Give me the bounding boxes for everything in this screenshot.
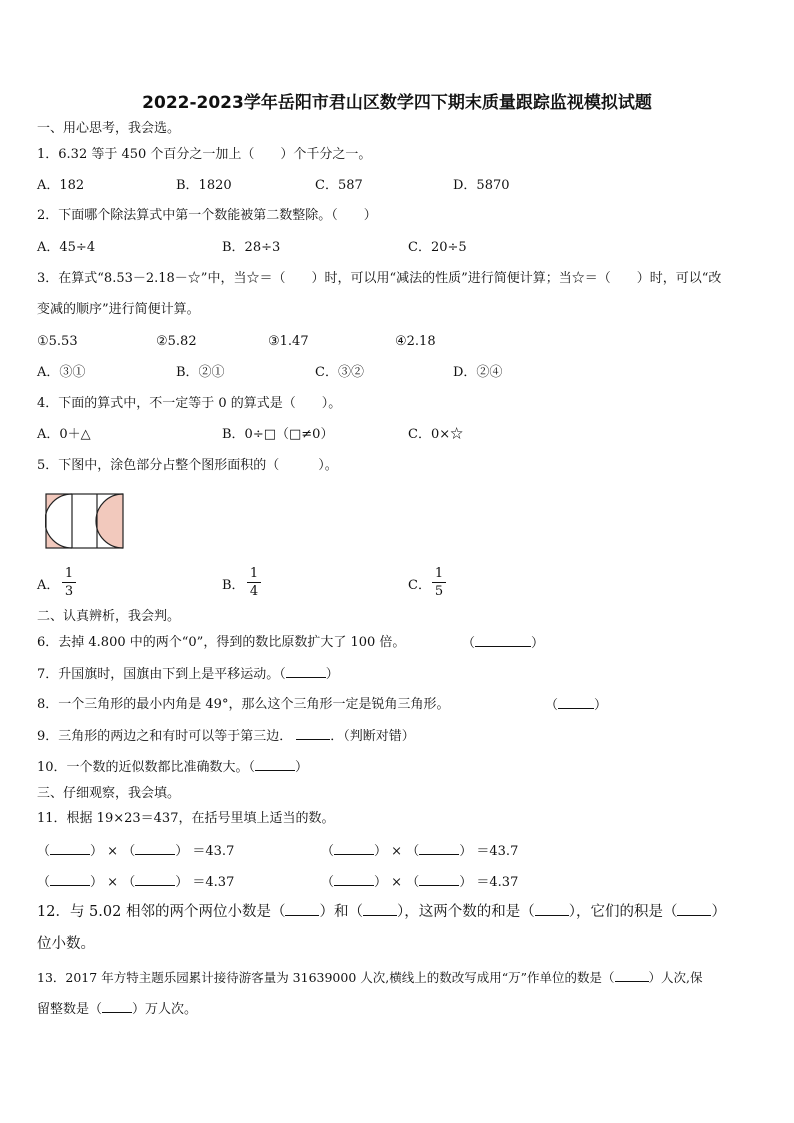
q13-blank-2[interactable] bbox=[102, 1000, 132, 1013]
equals-result: ＝43.7 bbox=[192, 844, 235, 859]
q2-option-a[interactable]: A．45÷4 bbox=[37, 240, 96, 255]
q2-option-b[interactable]: B．28÷3 bbox=[222, 240, 281, 255]
equals-result: ＝4.37 bbox=[192, 875, 235, 890]
question-4-stem: 4．下面的算式中，不一定等于 0 的算式是（ ）。 bbox=[37, 396, 342, 411]
q3-choice-3: ③1.47 bbox=[268, 334, 309, 349]
question-9-stem bbox=[37, 727, 415, 746]
paren-right: ） bbox=[175, 844, 189, 859]
page-title: 2022-2023学年岳阳市君山区数学四下期末质量跟踪监视模拟试题 bbox=[142, 93, 652, 113]
q11-equation-4 bbox=[321, 873, 518, 892]
question-2-stem: 2．下面哪个除法算式中第一个数能被第二数整除。（ ） bbox=[37, 208, 377, 223]
paren-right: ） bbox=[90, 875, 104, 890]
question-10-stem bbox=[37, 758, 308, 777]
q11-equation-1 bbox=[37, 842, 234, 861]
question-12-line2: 位小数。 bbox=[37, 936, 95, 952]
q5-option-c-fraction bbox=[432, 566, 446, 599]
paren-left: （ bbox=[122, 844, 136, 859]
q1-option-a[interactable]: A．182 bbox=[37, 178, 85, 193]
paren-right: ） bbox=[374, 875, 388, 890]
q10-text: 10．一个数的近似数都比准确数大。（ bbox=[37, 760, 256, 775]
paren-left: （ bbox=[545, 698, 559, 713]
q12-blank-2[interactable] bbox=[363, 903, 397, 916]
section-heading-1: 一、用心思考，我会选。 bbox=[37, 121, 181, 136]
paren-left: （ bbox=[37, 844, 51, 859]
numerator: 1 bbox=[249, 566, 259, 581]
q11-eq1-blank-a[interactable] bbox=[50, 842, 90, 855]
question-11-stem: 11．根据 19×23＝437，在括号里填上适当的数。 bbox=[37, 811, 335, 826]
question-1-stem: 1．6.32 等于 450 个百分之一加上（ ）个千分之一。 bbox=[37, 147, 372, 162]
q3-choice-2: ②5.82 bbox=[156, 334, 197, 349]
numerator: 1 bbox=[434, 566, 444, 581]
question-12-line1 bbox=[37, 903, 726, 921]
q2-option-c[interactable]: C．20÷5 bbox=[408, 240, 467, 255]
q11-equation-2 bbox=[321, 842, 518, 861]
paren-right: ） bbox=[531, 636, 545, 651]
q9-answer-blank[interactable] bbox=[296, 727, 330, 740]
question-6-stem: 6．去掉 4.800 中的两个“0”，得到的数比原数扩大了 100 倍。 bbox=[37, 635, 406, 650]
q5-option-a-fraction bbox=[62, 566, 76, 599]
denominator: 4 bbox=[249, 584, 259, 599]
paren-left: （ bbox=[321, 844, 335, 859]
numerator: 1 bbox=[64, 566, 74, 581]
q13-text-2: ）人次,保 bbox=[648, 970, 703, 985]
q12-text-5: ） bbox=[711, 904, 726, 920]
question-8-stem: 8．一个三角形的最小内角是 49°，那么这个三角形一定是锐角三角形。 bbox=[37, 697, 450, 712]
q3-option-b[interactable]: B．②① bbox=[176, 365, 225, 380]
q12-blank-3[interactable] bbox=[535, 903, 569, 916]
paren-right: ） bbox=[594, 698, 608, 713]
paren-right: ） bbox=[295, 760, 309, 775]
q11-eq3-blank-a[interactable] bbox=[50, 873, 90, 886]
section-heading-3: 三、仔细观察，我会填。 bbox=[37, 786, 181, 801]
question-3-stem-line2: 变减的顺序”进行简便计算。 bbox=[37, 302, 200, 317]
q9-text: 9．三角形的两边之和有时可以等于第三边． bbox=[37, 729, 293, 744]
paren-right: ） bbox=[459, 875, 473, 890]
q1-option-d[interactable]: D．5870 bbox=[453, 178, 510, 193]
q12-blank-4[interactable] bbox=[677, 903, 711, 916]
q9-tail: ．（判断对错） bbox=[330, 729, 415, 744]
q11-equation-3 bbox=[37, 873, 234, 892]
q12-blank-1[interactable] bbox=[285, 903, 319, 916]
q5-option-c-label[interactable]: C． bbox=[408, 578, 431, 593]
times-sign: × bbox=[107, 844, 119, 859]
q8-answer-blank[interactable] bbox=[545, 696, 607, 715]
q11-eq1-blank-b[interactable] bbox=[135, 842, 175, 855]
q3-choice-4: ④2.18 bbox=[395, 334, 436, 349]
q4-option-a[interactable]: A．0＋△ bbox=[37, 427, 91, 442]
q7-text: 7．升国旗时，国旗由下到上是平移运动。（ bbox=[37, 667, 286, 682]
paren-left: （ bbox=[406, 875, 420, 890]
question-13-line2 bbox=[37, 1000, 197, 1019]
question-7-stem bbox=[37, 665, 339, 684]
shaded-right-semicircle bbox=[96, 494, 123, 548]
equals-result: ＝4.37 bbox=[476, 875, 519, 890]
q12-text-3: ），这两个数的和是（ bbox=[396, 904, 535, 920]
q13-text-4: ）万人次。 bbox=[132, 1002, 198, 1017]
q5-option-a-label[interactable]: A． bbox=[37, 578, 60, 593]
question-3-stem-line1: 3．在算式“8.53－2.18－☆”中，当☆＝（ ）时，可以用“减法的性质”进行简便计算；当☆＝（ ）时，可以“改 bbox=[37, 271, 722, 286]
paren-left: （ bbox=[406, 844, 420, 859]
paren-right: ） bbox=[459, 844, 473, 859]
q13-blank-1[interactable] bbox=[615, 969, 649, 982]
q12-text-2: ）和（ bbox=[319, 904, 363, 920]
blank-line[interactable] bbox=[558, 696, 594, 709]
paren-right: ） bbox=[90, 844, 104, 859]
section-heading-2: 二、认真辨析，我会判。 bbox=[37, 609, 181, 624]
q11-eq2-blank-b[interactable] bbox=[419, 842, 459, 855]
denominator: 3 bbox=[64, 584, 74, 599]
q3-choice-1: ①5.53 bbox=[37, 334, 78, 349]
q6-answer-blank[interactable] bbox=[462, 634, 544, 653]
q4-option-b[interactable]: B．0÷□（□≠0） bbox=[222, 427, 334, 442]
q11-eq4-blank-a[interactable] bbox=[334, 873, 374, 886]
paren-left: （ bbox=[37, 875, 51, 890]
q5-option-b-label[interactable]: B． bbox=[222, 578, 245, 593]
times-sign: × bbox=[391, 875, 403, 890]
q13-text-3: 留整数是（ bbox=[37, 1002, 103, 1017]
paren-right: ） bbox=[374, 844, 388, 859]
q3-option-c[interactable]: C．③② bbox=[315, 365, 364, 380]
q3-option-a[interactable]: A．③① bbox=[37, 365, 86, 380]
q11-eq3-blank-b[interactable] bbox=[135, 873, 175, 886]
times-sign: × bbox=[107, 875, 119, 890]
paren-left: （ bbox=[122, 875, 136, 890]
q1-option-c[interactable]: C．587 bbox=[315, 178, 363, 193]
paren-left: （ bbox=[321, 875, 335, 890]
q13-text-1: 13．2017 年方特主题乐园累计接待游客量为 31639000 人次,横线上的数改写成用“万”作单位的数是（ bbox=[37, 970, 615, 985]
q4-option-c[interactable]: C．0×☆ bbox=[408, 427, 464, 442]
paren-left: （ bbox=[462, 636, 476, 651]
q3-option-d[interactable]: D．②④ bbox=[453, 365, 503, 380]
paren-right: ） bbox=[175, 875, 189, 890]
q10-answer-blank[interactable] bbox=[255, 758, 295, 771]
denominator: 5 bbox=[434, 584, 444, 599]
times-sign: × bbox=[391, 844, 403, 859]
q5-shaded-figure bbox=[45, 493, 125, 549]
question-13-line1 bbox=[37, 969, 703, 987]
q11-eq2-blank-a[interactable] bbox=[334, 842, 374, 855]
paren-right: ） bbox=[325, 667, 339, 682]
q11-eq4-blank-b[interactable] bbox=[419, 873, 459, 886]
blank-line[interactable] bbox=[475, 634, 531, 647]
q7-answer-blank[interactable] bbox=[286, 665, 326, 678]
q1-option-b[interactable]: B．1820 bbox=[176, 178, 232, 193]
q12-text-1: 12．与 5.02 相邻的两个两位小数是（ bbox=[37, 904, 286, 920]
question-5-stem: 5．下图中，涂色部分占整个图形面积的（ ）。 bbox=[37, 458, 338, 473]
q12-text-4: ），它们的积是（ bbox=[568, 904, 678, 920]
equals-result: ＝43.7 bbox=[476, 844, 519, 859]
q5-option-b-fraction bbox=[247, 566, 261, 599]
